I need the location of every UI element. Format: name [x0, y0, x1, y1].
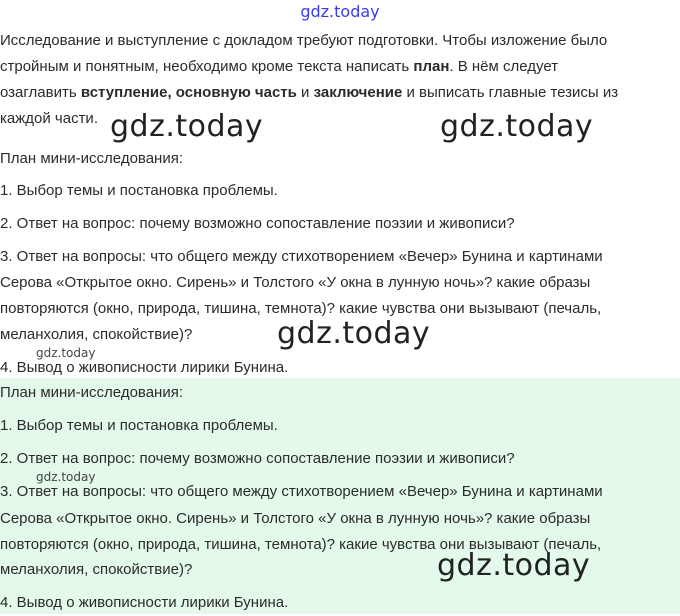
plan2-item-1: 1. Выбор темы и постановка проблемы.	[0, 417, 278, 434]
watermark-1: gdz.today	[110, 109, 264, 144]
plan1-item-3-line-3: повторяются (окно, природа, тишина, темнота)? какие чувства они вызывают (печаль,	[0, 300, 602, 317]
plan1-heading: План мини-исследования:	[0, 150, 184, 167]
watermark-4: gdz.today	[437, 548, 591, 583]
plan1-item-3-line-2: Серова «Открытое окно. Сирень» и Толстого «У окна в лунную ночь»? какие образы	[0, 274, 591, 291]
plan1-item-2: 2. Ответ на вопрос: почему возможно сопоставление поэзии и живописи?	[0, 215, 515, 232]
plan1-item-3-line-4: меланхолия, спокойствие)?	[0, 326, 193, 343]
intro-line-1: Исследование и выступление с докладом требуют подготовки. Чтобы изложение было	[0, 32, 608, 49]
plan2-item-4: 4. Вывод о живописности лирики Бунина.	[0, 594, 289, 611]
plan2-item-2: 2. Ответ на вопрос: почему возможно сопоставление поэзии и живописи?	[0, 450, 515, 467]
watermark-small-2: gdz.today	[36, 470, 96, 484]
bold-plan: план	[413, 58, 450, 75]
plan2-item-3-line-1: 3. Ответ на вопросы: что общего между стихотворением «Вечер» Бунина и картинами	[0, 483, 603, 500]
plan2-item-3-line-3: повторяются (окно, природа, тишина, темнота)? какие чувства они вызывают (печаль,	[0, 536, 602, 553]
watermark-3: gdz.today	[277, 316, 431, 351]
plan2-item-3-line-4: меланхолия, спокойствие)?	[0, 561, 193, 578]
watermark-small-1: gdz.today	[36, 346, 96, 360]
plan2-heading: План мини-исследования:	[0, 384, 184, 401]
plan1-item-3-line-1: 3. Ответ на вопросы: что общего между стихотворением «Вечер» Бунина и картинами	[0, 248, 603, 265]
watermark-2: gdz.today	[440, 109, 594, 144]
bold-conclusion: заключение	[313, 84, 403, 101]
bold-intro-main: вступление, основную часть	[80, 84, 297, 101]
plan1-item-1: 1. Выбор темы и постановка проблемы.	[0, 182, 278, 199]
intro-line-4: каждой части.	[0, 110, 98, 127]
top-watermark: gdz.today	[300, 2, 380, 21]
intro-line-3: озаглавить вступление, основную часть и заключение и выписать главные тезисы из	[0, 84, 619, 101]
plan1-item-4: 4. Вывод о живописности лирики Бунина.	[0, 359, 289, 376]
intro-line-2: стройным и понятным, необходимо кроме текста написать план. В нём следует	[0, 58, 559, 75]
plan2-item-3-line-2: Серова «Открытое окно. Сирень» и Толстого «У окна в лунную ночь»? какие образы	[0, 510, 591, 527]
